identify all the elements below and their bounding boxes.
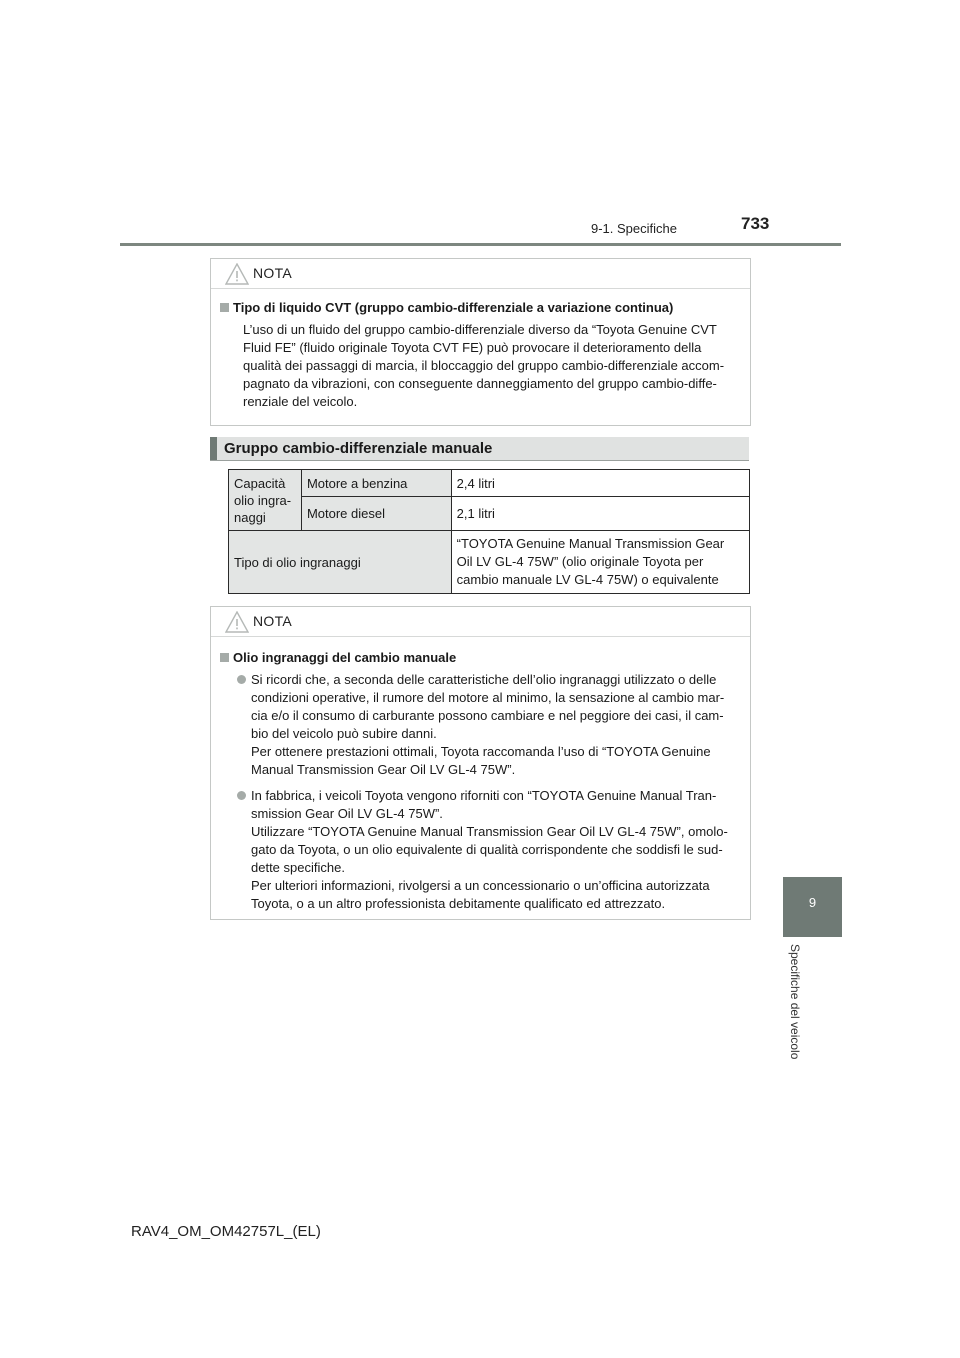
text-line: cambio manuale LV GL-4 75W) o equivalente: [456, 572, 719, 587]
circle-bullet-icon: [237, 675, 246, 684]
chapter-tab: [783, 877, 842, 937]
engine-cell: Motore diesel: [301, 497, 451, 531]
text-line: condizioni operative, il rumore del motore al minimo, la sensazione al cambio mar-: [251, 690, 725, 705]
circle-bullet-icon: [237, 791, 246, 800]
oil-type-label-cell: Tipo di olio ingranaggi: [229, 531, 452, 594]
value-cell: 2,1 litri: [451, 497, 749, 531]
page-number: 733: [741, 214, 770, 233]
capacity-label-cell: [229, 470, 302, 531]
note-header: [211, 607, 750, 637]
chapter-number: 9: [808, 895, 817, 910]
note-item-title: [219, 649, 742, 667]
oil-type-value-cell: [451, 531, 749, 594]
note-paragraph: [219, 321, 742, 411]
note-body: [211, 637, 750, 927]
text-line: naggi: [234, 509, 266, 525]
warning-triangle-icon: [225, 611, 249, 633]
text-line: Si ricordi che, a seconda delle caratteristiche dell’olio ingranaggi utilizzato o delle: [251, 672, 717, 687]
value-cell: 2,4 litri: [451, 470, 749, 497]
note-header: [211, 259, 750, 289]
text-line: renziale del veicolo.: [243, 394, 358, 409]
square-bullet-icon: [220, 653, 229, 662]
text-line: L’uso di un fluido del gruppo cambio-differenziale diverso da “Toyota Genuine CVT: [243, 322, 717, 337]
note-title: NOTA: [253, 613, 293, 629]
note-title: NOTA: [253, 265, 293, 281]
text-line: qualità dei passaggi di marcia, il bloccaggio del gruppo cambio-differenziale accom-: [243, 358, 725, 373]
text-line: smission Gear Oil LV GL-4 75W”.: [251, 806, 443, 821]
chapter-title: Specifiche del veicolo: [788, 944, 802, 1060]
footer-manual-code: RAV4_OM_OM42757L_(EL): [131, 1223, 321, 1240]
text-line: gato da Toyota, o un olio equivalente di qualità corrispondente che soddisfi le sud-: [251, 842, 723, 857]
note-item-title: [219, 299, 742, 317]
section-heading-bar: [210, 437, 217, 460]
text-line: bio del veicolo può subire danni.: [251, 726, 437, 741]
text-line: Manual Transmission Gear Oil LV GL-4 75W”.: [251, 762, 516, 777]
bullet-item: [219, 787, 742, 913]
text-line: Utilizzare “TOYOTA Genuine Manual Transmission Gear Oil LV GL-4 75W”, omolo-: [251, 824, 728, 839]
note-item-title-text: Olio ingranaggi del cambio manuale: [233, 650, 457, 665]
bullet-item: [219, 671, 742, 779]
text-line: Capacità: [234, 475, 286, 491]
section-label: 9-1. Specifiche: [591, 221, 677, 236]
table-row: [229, 531, 750, 594]
text-line: Toyota, o a un altro professionista debitamente qualificato ed attrezzato.: [251, 896, 666, 911]
note-box-manual-oil: [210, 606, 751, 920]
text-line: dette specifiche.: [251, 860, 345, 875]
square-bullet-icon: [220, 303, 229, 312]
text-line: cia e/o il consumo di carburante possono cambiare e nel peggiore dei casi, il cam-: [251, 708, 724, 723]
page-header: [0, 0, 960, 250]
header-rule: [120, 243, 841, 246]
text-line: In fabbrica, i veicoli Toyota vengono riforniti con “TOYOTA Genuine Manual Tran-: [251, 788, 717, 803]
text-line: Oil LV GL-4 75W” (olio originale Toyota per: [456, 554, 704, 569]
table-row: [229, 497, 750, 531]
spec-table: [228, 469, 750, 594]
engine-cell: Motore a benzina: [301, 470, 451, 497]
text-line: pagnato da vibrazioni, con conseguente danneggiamento del gruppo cambio-diffe-: [243, 376, 717, 391]
warning-triangle-icon: [225, 263, 249, 285]
note-body: [211, 289, 750, 425]
table-row: [229, 470, 750, 497]
text-line: Per ulteriori informazioni, rivolgersi a un concessionario o un’officina autorizzata: [251, 878, 710, 893]
section-title: Gruppo cambio-differenziale manuale: [224, 440, 493, 457]
note-item-title-text: Tipo di liquido CVT (gruppo cambio-differenziale a variazione continua): [233, 300, 674, 315]
text-line: Per ottenere prestazioni ottimali, Toyota raccomanda l’uso di “TOYOTA Genuine: [251, 744, 711, 759]
text-line: Fluid FE” (fluido originale Toyota CVT FE) può provocare il deterioramento della: [243, 340, 702, 355]
text-line: olio ingra-: [234, 492, 292, 508]
text-line: “TOYOTA Genuine Manual Transmission Gear: [456, 536, 725, 551]
note-box-cvt: [210, 258, 751, 426]
section-heading: [210, 437, 749, 461]
